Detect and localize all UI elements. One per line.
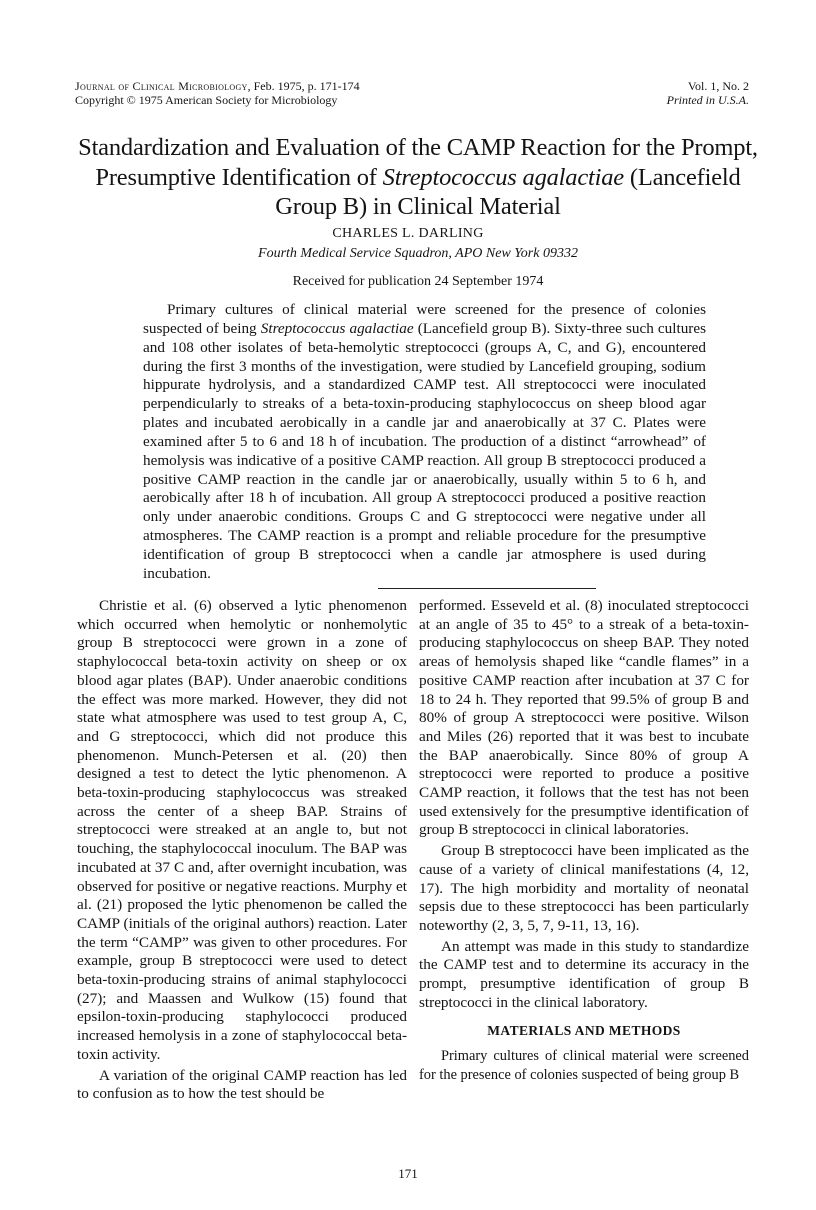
intro-paragraph-3: Group B streptococci have been implicated as the cause of a variety of clinical manifestations (4, 12, 17). The high morbidity and mortality of neonatal sepsis due to these streptococci has been particularly noteworthy (2, 3, 5, 7, 9-11, 13, 16). bbox=[419, 842, 749, 934]
abstract bbox=[143, 301, 706, 584]
intro-paragraph-2-continued: performed. Esseveld et al. (8) inoculated streptococci at an angle of 35 to 45° to a streak of a beta-toxin-producing staphylococcus on sheep BAP. They noted areas of hemolysis shaped like “candle flames” in a positive CAMP reaction after incubation at 37 C for 18 to 24 h. They reported that 99.5% of group B and 80% of group A streptococci were positive. Wilson and Miles (26) reported that it was best to incubate the BAP anaerobically. Since 80% of group A streptococci were reported to produce a positive CAMP reaction, it follows that the test has not been used extensively for the presumptive identification of group B streptococci in clinical laboratories. bbox=[419, 597, 749, 839]
abstract-text-2: (Lancefield group B). Sixty-three such cultures and 108 other isolates of beta-hemolytic streptococci (groups A, C, and G), encountered during the first 3 months of the investigation, were studied by Lancefield grouping, sodium hippurate hydrolysis, and a standardized CAMP test. All streptococci were inoculated perpendicularly to streaks of a beta-toxin-producing staphylococcus on sheep blood agar plates and incubated aerobically in a candle jar and anaerobically at 37 C. Plates were examined after 5 to 6 and 18 h of incubation. The production of a distinct “arrowhead” of hemolysis was indicative of a positive CAMP reaction. All group B streptococci produced a positive CAMP reaction in the candle jar or anaerobically, usually within 5 to 6 h, and aerobically after 18 h of incubation. All group A streptococci produced a positive reaction only under anaerobic conditions. Groups C and G streptococci were negative under all atmospheres. The CAMP reaction is a prompt and reliable procedure for the presumptive identification of group B streptococci when a candle jar atmosphere is used during incubation. bbox=[143, 319, 706, 582]
volume-issue: Vol. 1, No. 2 bbox=[687, 79, 749, 93]
intro-paragraph-1: Christie et al. (6) observed a lytic phenomenon which occurred when hemolytic or nonhemolytic group B streptococci were grown in a zone of staphylococcal beta-toxin activity on sheep or ox blood agar plates (BAP). Under anaerobic conditions the effect was more marked. However, they did not state what atmosphere was used to test group A, C, and G streptococci, which did not produce this phenomenon. Munch-Petersen et al. (20) then designed a test to detect the lytic phenomenon. A beta-toxin-producing staphylococcus was streaked across the center of a sheep BAP. Strains of streptococci were streaked at an angle to, but not touching, the staphylococcal inoculum. The BAP was incubated at 37 C and, after overnight incubation, was observed for positive or negative reactions. Murphy et al. (21) proposed the lytic phenomenon be called the CAMP (initials of the original authors) reaction. Later the term “CAMP” was given to other procedures. For example, group B streptococci were used to detect beta-toxin-producing strains of animal staphylococci (27); and Maassen and Wulkow (15) found that epsilon-toxin-producing staphylococci produced increased hemolysis in a zone of staphylococcal beta-toxin activity. bbox=[77, 597, 407, 1063]
abstract-text-1: Primary cultures of clinical material were screened for the presence of colonies suspected of being bbox=[143, 301, 706, 337]
title-species-name: Streptococcus agalactiae bbox=[382, 163, 624, 191]
body-column-left bbox=[77, 597, 407, 1104]
abstract-species-name: Streptococcus agalactiae bbox=[260, 319, 414, 337]
article-title bbox=[70, 133, 766, 222]
abstract-paragraph bbox=[143, 301, 706, 584]
intro-paragraph-2: A variation of the original CAMP reaction has led to confusion as to how the test should be bbox=[77, 1066, 407, 1103]
printed-in: Printed in U.S.A. bbox=[666, 93, 749, 107]
body-column-right bbox=[419, 597, 749, 1085]
copyright-line: Copyright © 1975 American Society for Microbiology bbox=[75, 93, 338, 107]
citation-details: , Feb. 1975, p. 171-174 bbox=[247, 79, 360, 93]
section-heading-materials-methods: MATERIALS AND METHODS bbox=[487, 1023, 681, 1039]
intro-paragraph-4: An attempt was made in this study to standardize the CAMP test and to determine its accuracy in the prompt, presumptive identification of group B streptococci in the clinical laboratory. bbox=[419, 937, 749, 1011]
abstract-divider bbox=[378, 588, 596, 589]
title-part-2: (Lancefield Group B) in Clinical Material bbox=[275, 163, 741, 220]
author-affiliation: Fourth Medical Service Squadron, APO New York 09332 bbox=[258, 246, 578, 261]
title-part-1: Standardization and Evaluation of the CAMP Reaction for the Prompt, Presumptive Identification of bbox=[78, 134, 758, 191]
received-date: Received for publication 24 September 1974 bbox=[292, 274, 544, 289]
running-header-left bbox=[75, 79, 360, 107]
running-header-right bbox=[667, 79, 749, 107]
author-name: CHARLES L. DARLING bbox=[332, 226, 484, 241]
page-number: 171 bbox=[398, 1166, 418, 1181]
journal-citation bbox=[75, 79, 360, 93]
journal-name: Journal of Clinical Microbiology bbox=[75, 79, 248, 93]
methods-paragraph-1: Primary cultures of clinical material were screened for the presence of colonies suspected of being group B bbox=[419, 1048, 749, 1083]
